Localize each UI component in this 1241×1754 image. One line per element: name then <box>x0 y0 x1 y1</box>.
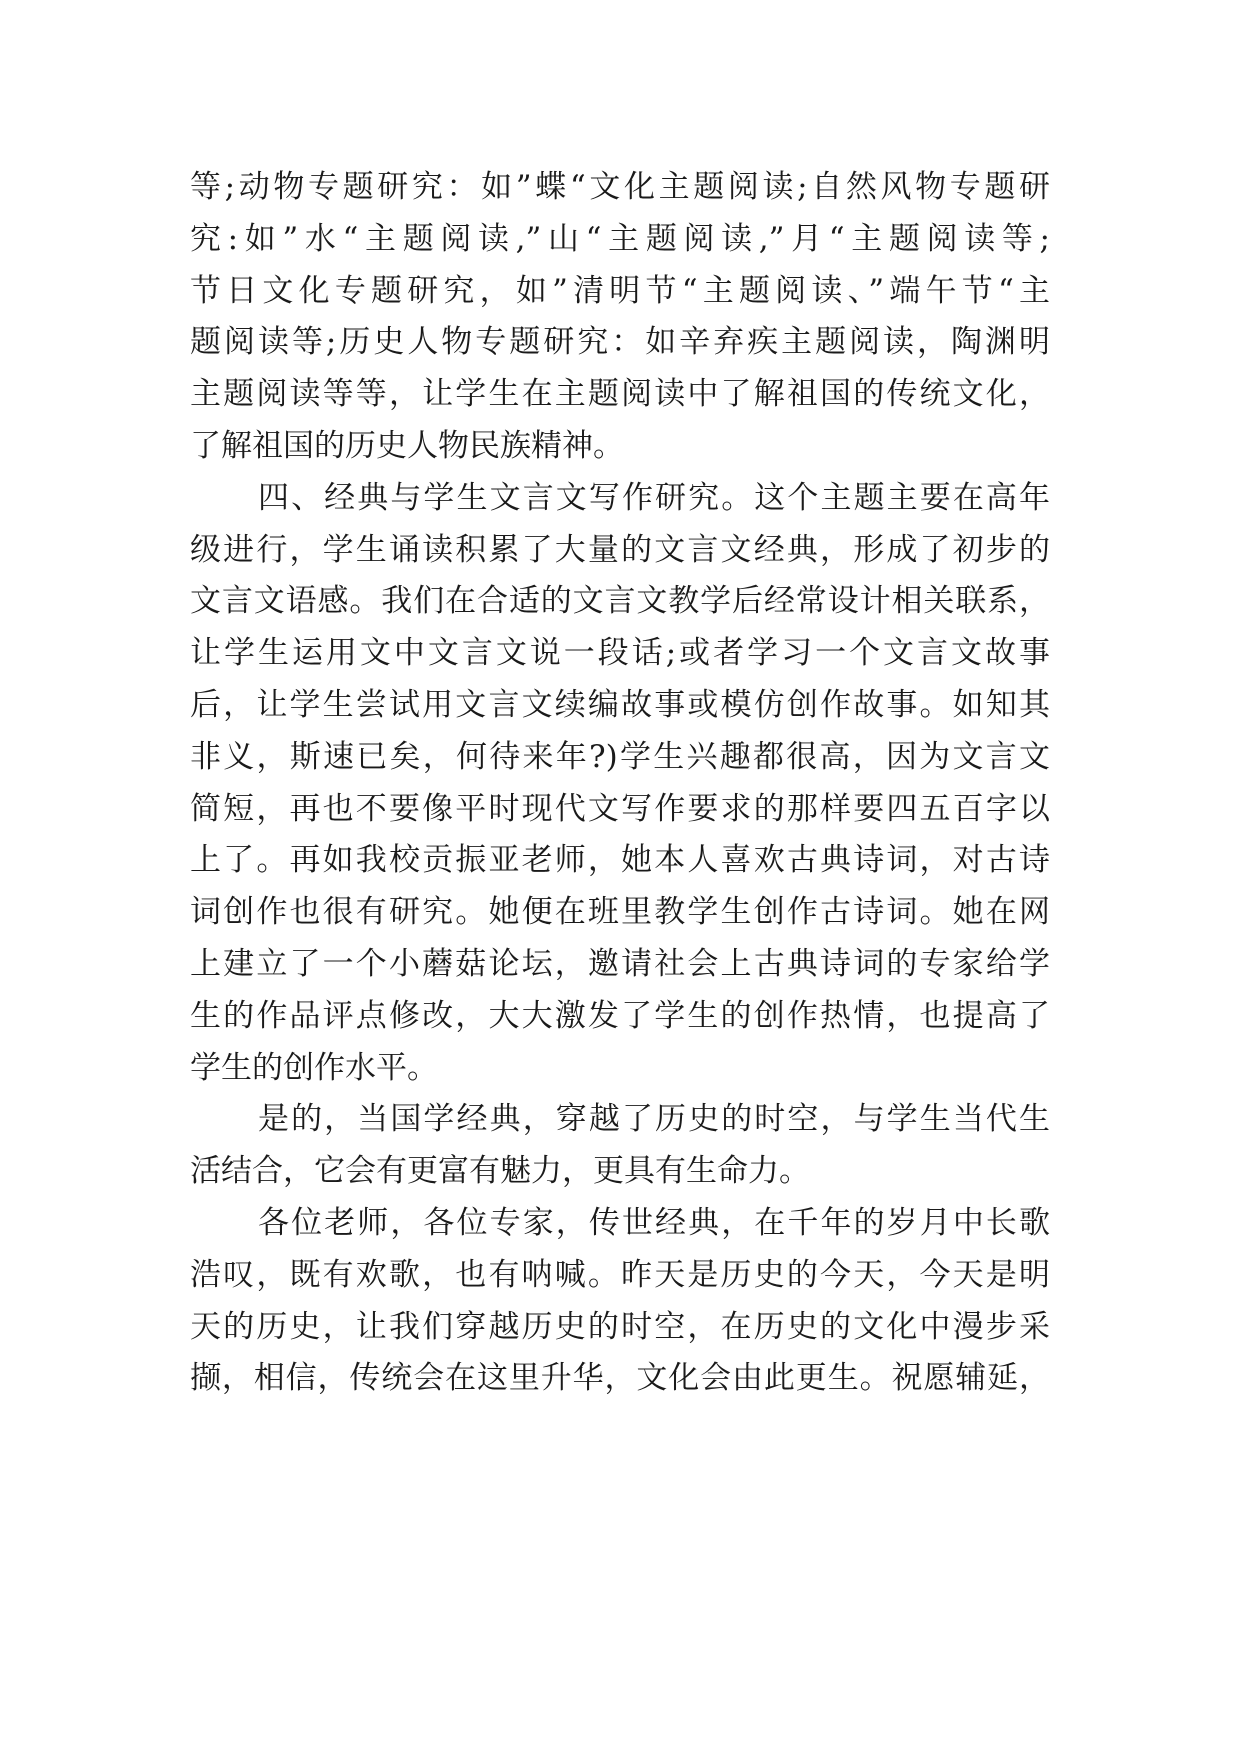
text-line: 简短，再也不要像平时现代文写作要求的那样要四五百字以 <box>190 790 1050 827</box>
text-line: 题阅读等;历史人物专题研究：如辛弃疾主题阅读，陶渊明 <box>190 324 1050 361</box>
text-line: 让学生运用文中文言文说一段话;或者学习一个文言文故事 <box>190 635 1050 672</box>
text-line: 学生的创作水平。 <box>190 1049 438 1086</box>
text-line: 主题阅读等等，让学生在主题阅读中了解祖国的传统文化， <box>190 376 1050 413</box>
text-line: 生的作品评点修改，大大激发了学生的创作热情，也提高了 <box>190 997 1050 1034</box>
text-line: 节日文化专题研究，如”清明节“主题阅读、”端午节“主 <box>190 272 1050 309</box>
text-line: 上建立了一个小蘑菇论坛，邀请社会上古典诗词的专家给学 <box>190 945 1050 982</box>
text-line: 等;动物专题研究：如”蝶“文化主题阅读;自然风物专题研 <box>190 169 1050 205</box>
text-line: 浩叹，既有欢歌，也有呐喊。昨天是历史的今天，今天是明 <box>190 1256 1050 1293</box>
document-body <box>190 162 1050 1405</box>
text-line: 四、经典与学生文言文写作研究。这个主题主要在高年 <box>258 479 1050 516</box>
text-line: 词创作也很有研究。她便在班里教学生创作古诗词。她在网 <box>190 894 1050 931</box>
text-line: 了解祖国的历史人物民族精神。 <box>190 427 624 464</box>
text-line: 文言文语感。我们在合适的文言文教学后经常设计相关联系， <box>190 583 1050 620</box>
text-line: 各位老师，各位专家，传世经典，在千年的岁月中长歌 <box>258 1204 1050 1241</box>
text-line: 天的历史，让我们穿越历史的时空，在历史的文化中漫步采 <box>190 1308 1050 1345</box>
text-line: 上了。再如我校贡振亚老师，她本人喜欢古典诗词，对古诗 <box>190 842 1050 879</box>
text-line: 活结合，它会有更富有魅力，更具有生命力。 <box>190 1153 810 1190</box>
text-line: 究:如”水“主题阅读,”山“主题阅读,”月“主题阅读等; <box>190 220 1050 257</box>
text-line: 是的，当国学经典，穿越了历史的时空，与学生当代生 <box>258 1101 1050 1138</box>
text-line: 撷，相信，传统会在这里升华，文化会由此更生。祝愿辅延， <box>190 1360 1050 1397</box>
text-line: 级进行，学生诵读积累了大量的文言文经典，形成了初步的 <box>190 531 1050 568</box>
text-line: 后，让学生尝试用文言文续编故事或模仿创作故事。如知其 <box>190 686 1050 723</box>
text-line: 非义，斯速已矣，何待来年?)学生兴趣都很高，因为文言文 <box>190 738 1050 775</box>
